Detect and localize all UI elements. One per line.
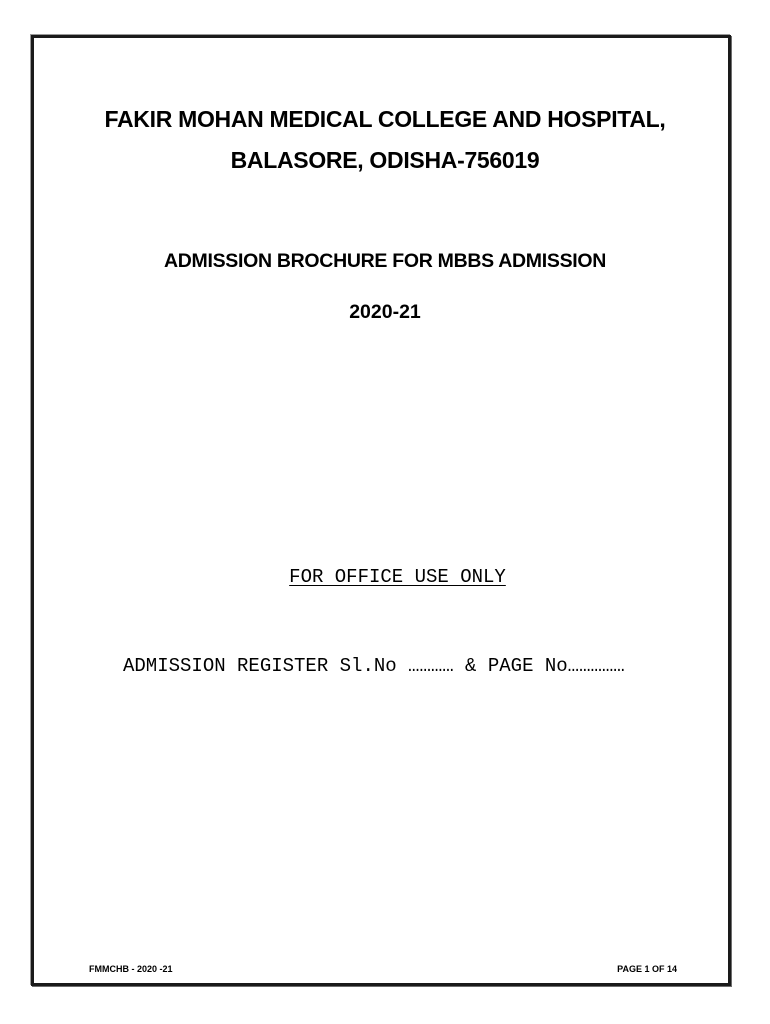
footer-document-code: FMMCHB - 2020 -21 xyxy=(89,964,173,974)
college-name: FAKIR MOHAN MEDICAL COLLEGE AND HOSPITAL, xyxy=(104,106,666,132)
office-use-label: FOR OFFICE USE ONLY xyxy=(289,566,506,588)
footer-page-number: PAGE 1 OF 14 xyxy=(617,964,677,974)
brochure-title: ADMISSION BROCHURE FOR MBBS ADMISSION xyxy=(163,250,607,272)
admission-register-line: ADMISSION REGISTER Sl.No ………… & PAGE No…………… xyxy=(123,655,625,677)
college-address: BALASORE, ODISHA-756019 xyxy=(230,147,540,173)
office-use-heading xyxy=(40,566,755,588)
session-year: 2020-21 xyxy=(349,301,421,323)
page-border xyxy=(31,35,731,986)
